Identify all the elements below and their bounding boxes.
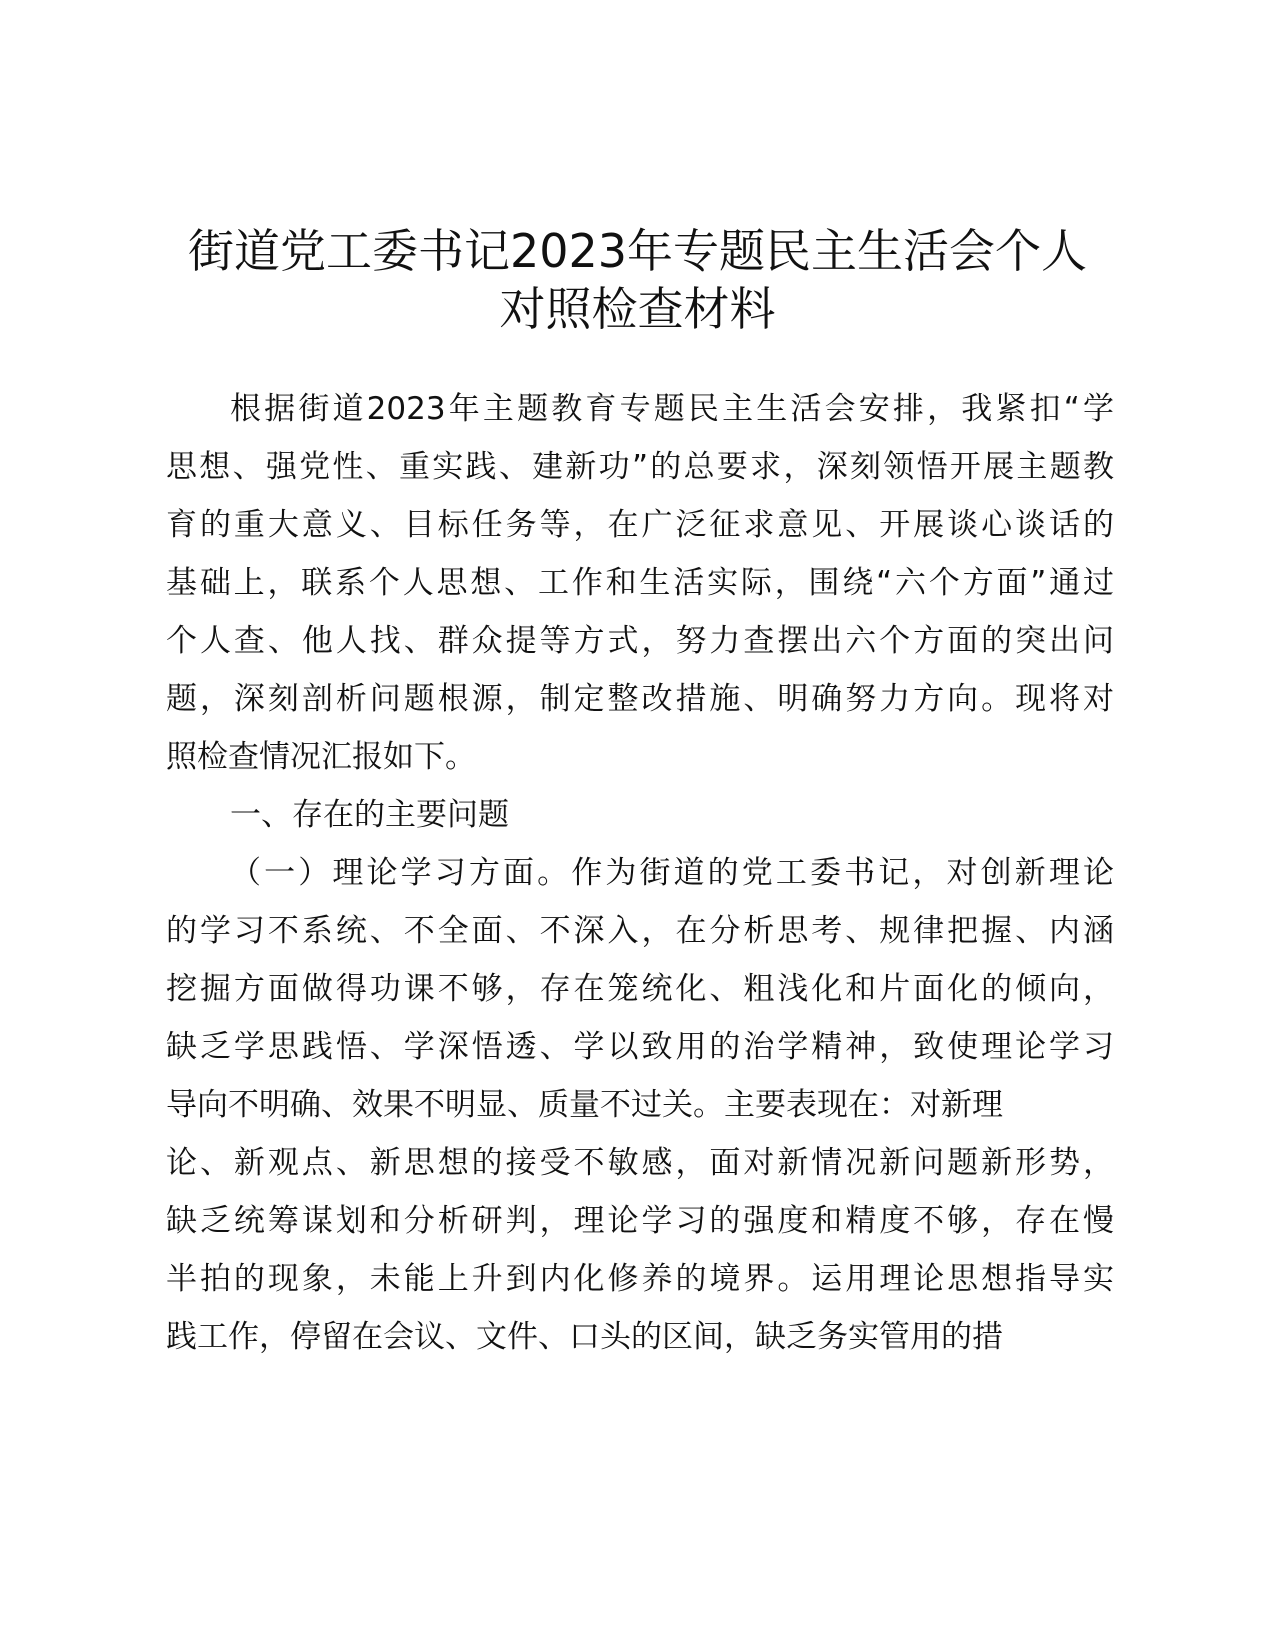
paragraph-line: 半拍的现象，未能上升到内化修养的境界。运用理论思想指导实 [166,1261,1114,1297]
paragraph-line: 论、新观点、新思想的接受不敏感，面对新情况新问题新形势， [166,1145,1114,1181]
title-line-2: 对照检查材料 [499,282,776,336]
paragraph-line: 个人查、他人找、群众提等方式，努力查摆出六个方面的突出问 [166,623,1114,659]
title-line-1: 街道党工委书记2023年专题民主生活会个人 [187,224,1088,278]
paragraph-line: 照检查情况汇报如下。 [166,739,476,775]
paragraph-line: 题，深刻剖析问题根源，制定整改措施、明确努力方向。现将对 [166,681,1114,717]
section-heading: 一、存在的主要问题 [230,797,509,833]
paragraph-line: 缺乏学思践悟、学深悟透、学以致用的治学精神，致使理论学习 [166,1029,1114,1065]
paragraph-line: 的学习不系统、不全面、不深入，在分析思考、规律把握、内涵 [166,913,1114,949]
paragraph-line: 挖掘方面做得功课不够，存在笼统化、粗浅化和片面化的倾向， [166,971,1114,1007]
paragraph-line: 思想、强党性、重实践、建新功”的总要求，深刻领悟开展主题教 [166,449,1114,485]
document-title [150,222,1125,338]
document-body [166,380,1114,1366]
paragraph-line: 育的重大意义、目标任务等，在广泛征求意见、开展谈心谈话的 [166,507,1114,543]
paragraph-line: 基础上，联系个人思想、工作和生活实际，围绕“六个方面”通过 [166,565,1114,601]
paragraph-line: 导向不明确、效果不明显、质量不过关。主要表现在：对新理 [166,1087,1003,1123]
paragraph-line: 践工作，停留在会议、文件、口头的区间，缺乏务实管用的措 [166,1319,1003,1355]
paragraph-line: （一）理论学习方面。作为街道的党工委书记，对创新理论 [230,855,1114,891]
paragraph-line: 根据街道2023年主题教育专题民主生活会安排，我紧扣“学 [230,391,1114,427]
paragraph-line: 缺乏统筹谋划和分析研判，理论学习的强度和精度不够，存在慢 [166,1203,1114,1239]
